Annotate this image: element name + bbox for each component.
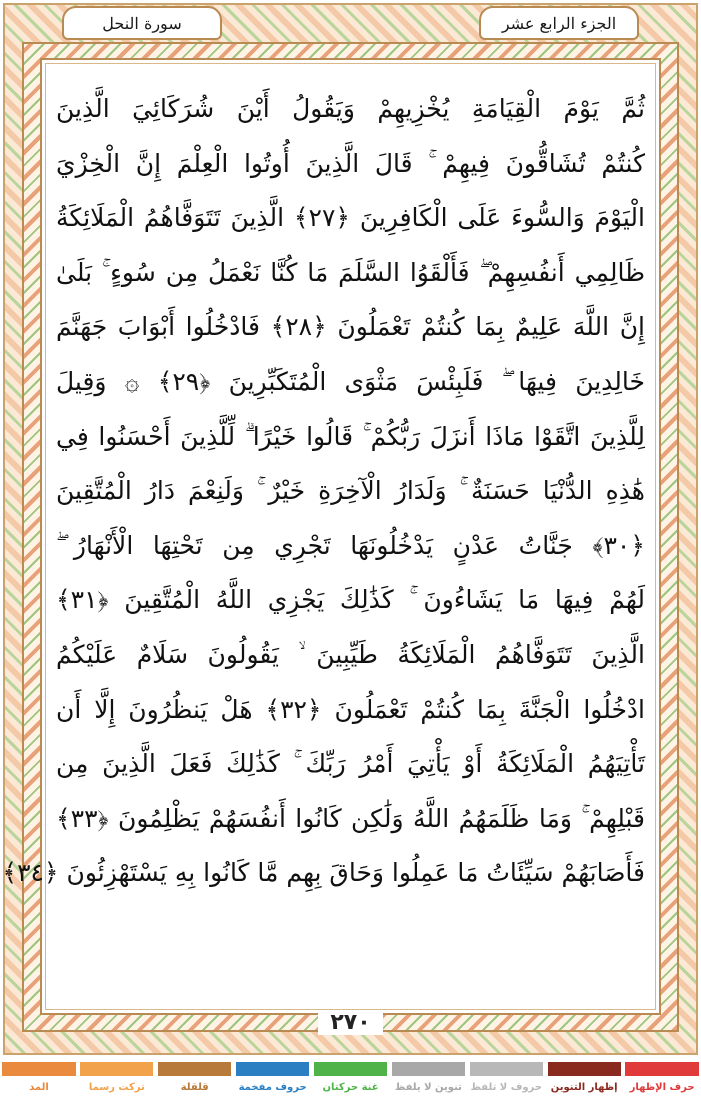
legend-label: تركت رسما bbox=[88, 1082, 145, 1093]
juz-label: الجزء الرابع عشر bbox=[479, 6, 639, 40]
legend-swatch bbox=[314, 1062, 387, 1076]
surah-label: سورة النحل bbox=[62, 6, 222, 40]
legend-item bbox=[78, 1062, 156, 1101]
text-line: الْيَوْمَ وَالسُّوءَ عَلَى الْكَافِرِينَ ﴿٢٧﴾ الَّذِينَ تَتَوَفَّاهُمُ الْمَلَائِكَةُ bbox=[56, 203, 645, 233]
legend-label: حروف مفخمة bbox=[238, 1082, 307, 1093]
legend-item bbox=[0, 1062, 78, 1101]
text-line: ﴿٣٠﴾ جَنَّاتُ عَدْنٍ يَدْخُلُونَهَا تَجْرِي مِن تَحْتِهَا الْأَنْهَارُ ۖ bbox=[56, 530, 645, 560]
page-number-value: ٢٧٠ bbox=[318, 1010, 382, 1035]
quran-text bbox=[2, 82, 645, 901]
text-line: ثُمَّ يَوْمَ الْقِيَامَةِ يُخْزِيهِمْ وَيَقُولُ أَيْنَ شُرَكَائِيَ الَّذِينَ bbox=[56, 94, 645, 123]
page-number bbox=[0, 1010, 701, 1035]
legend-swatch bbox=[548, 1062, 621, 1076]
legend-swatch bbox=[80, 1062, 153, 1076]
text-line: ادْخُلُوا الْجَنَّةَ بِمَا كُنتُمْ تَعْمَلُونَ ﴿٣٢﴾ هَلْ يَنظُرُونَ إِلَّا أَن bbox=[56, 694, 645, 724]
text-line: خَالِدِينَ فِيهَا ۖ فَلَبِئْسَ مَثْوَى الْمُتَكَبِّرِينَ ﴿٢٩﴾ ۞ وَقِيلَ bbox=[56, 366, 645, 396]
legend-swatch bbox=[158, 1062, 231, 1076]
text-line: هَٰذِهِ الدُّنْيَا حَسَنَةٌ ۚ وَلَدَارُ الْآخِرَةِ خَيْرٌ ۚ وَلَنِعْمَ دَارُ الْمُتَّقِينَ bbox=[56, 476, 645, 506]
legend-swatch bbox=[392, 1062, 465, 1076]
text-line: إِنَّ اللَّهَ عَلِيمٌ بِمَا كُنتُمْ تَعْمَلُونَ ﴿٢٨﴾ فَادْخُلُوا أَبْوَابَ جَهَنَّمَ bbox=[56, 312, 645, 342]
text-line: فَأَصَابَهُمْ سَيِّئَاتُ مَا عَمِلُوا وَحَاقَ بِهِم مَّا كَانُوا بِهِ يَسْتَهْزِئُونَ ﴿٣٤﴾ bbox=[2, 858, 645, 888]
legend-item bbox=[623, 1062, 701, 1101]
legend-label: إظهار التنوين bbox=[550, 1082, 618, 1093]
text-line: ظَالِمِي أَنفُسِهِمْ ۖ فَأَلْقَوُا السَّلَمَ مَا كُنَّا نَعْمَلُ مِن سُوءٍ ۚ بَلَىٰ bbox=[56, 257, 645, 287]
legend-swatch bbox=[625, 1062, 698, 1076]
legend-item bbox=[156, 1062, 234, 1101]
legend-item bbox=[467, 1062, 545, 1101]
text-line: لَهُمْ فِيهَا مَا يَشَاءُونَ ۚ كَذَٰلِكَ يَجْزِي اللَّهُ الْمُتَّقِينَ ﴿٣١﴾ bbox=[56, 585, 645, 615]
legend-item bbox=[234, 1062, 312, 1101]
text-line: كُنتُمْ تُشَاقُّونَ فِيهِمْ ۚ قَالَ الَّذِينَ أُوتُوا الْعِلْمَ إِنَّ الْخِزْيَ bbox=[56, 148, 645, 178]
legend-swatch bbox=[2, 1062, 75, 1076]
legend-swatch bbox=[236, 1062, 309, 1076]
tajweed-legend bbox=[0, 1062, 701, 1101]
legend-item bbox=[312, 1062, 390, 1101]
legend-item bbox=[545, 1062, 623, 1101]
legend-item bbox=[389, 1062, 467, 1101]
legend-label: المد bbox=[29, 1082, 49, 1093]
text-line: قَبْلِهِمْ ۚ وَمَا ظَلَمَهُمُ اللَّهُ وَلَٰكِن كَانُوا أَنفُسَهُمْ يَظْلِمُونَ ﴿٣٣﴾ bbox=[56, 803, 645, 833]
legend-label: حروف لا تلفظ bbox=[470, 1082, 542, 1093]
legend-swatch bbox=[470, 1062, 543, 1076]
text-line: الَّذِينَ تَتَوَفَّاهُمُ الْمَلَائِكَةُ طَيِّبِينَ ۙ يَقُولُونَ سَلَامٌ عَلَيْكُمُ bbox=[56, 639, 645, 669]
text-line: لِلَّذِينَ اتَّقَوْا مَاذَا أَنزَلَ رَبُّكُمْ ۚ قَالُوا خَيْرًا ۗ لِّلَّذِينَ أَحْسَنُوا فِي bbox=[56, 421, 645, 451]
legend-label: قلقلة bbox=[180, 1082, 209, 1093]
text-line: تَأْتِيَهُمُ الْمَلَائِكَةُ أَوْ يَأْتِيَ أَمْرُ رَبِّكَ ۚ كَذَٰلِكَ فَعَلَ الَّذِينَ مِن bbox=[56, 749, 645, 779]
legend-label: حرف الإظهار bbox=[629, 1082, 695, 1093]
legend-label: غنة حركتان bbox=[322, 1082, 379, 1093]
legend-label: تنوين لا يلفظ bbox=[394, 1082, 462, 1093]
